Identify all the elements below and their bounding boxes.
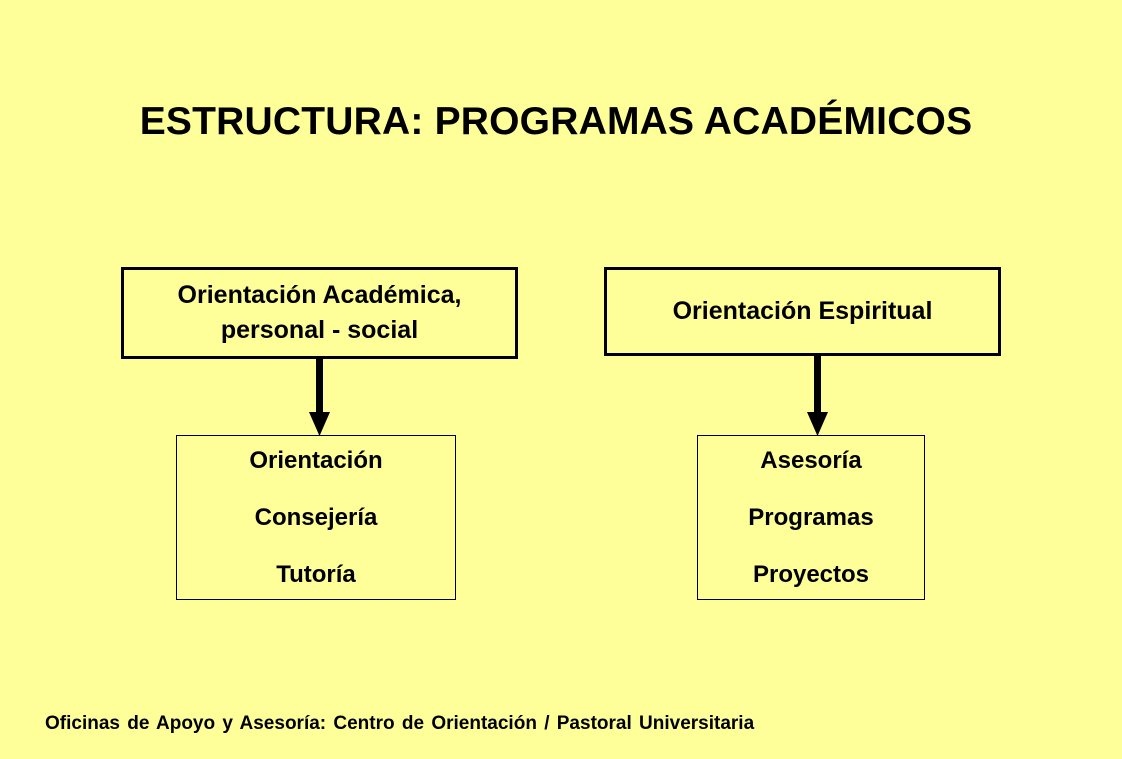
spiritual-services-box — [697, 435, 925, 600]
service-item-orientacion: Orientación — [249, 447, 383, 474]
arrow-right — [807, 356, 828, 436]
service-item-tutoria: Tutoría — [276, 561, 356, 588]
diagram-title: ESTRUCTURA: PROGRAMAS ACADÉMICOS — [139, 100, 973, 143]
service-item-consejeria: Consejería — [254, 504, 378, 531]
academic-services-box — [176, 435, 456, 600]
service-item-programas: Programas — [748, 504, 874, 531]
academic-orientation-line-2: personal - social — [220, 316, 419, 344]
spiritual-orientation-label: Orientación Espiritual — [672, 297, 933, 325]
footer-note: Oficinas de Apoyo y Asesoría: Centro de Orientación / Pastoral Universitaria — [45, 713, 755, 734]
service-item-asesoria: Asesoría — [760, 447, 862, 474]
arrow-left — [309, 359, 330, 436]
academic-orientation-line-1: Orientación Académica, — [177, 281, 462, 309]
service-item-proyectos: Proyectos — [752, 561, 870, 588]
